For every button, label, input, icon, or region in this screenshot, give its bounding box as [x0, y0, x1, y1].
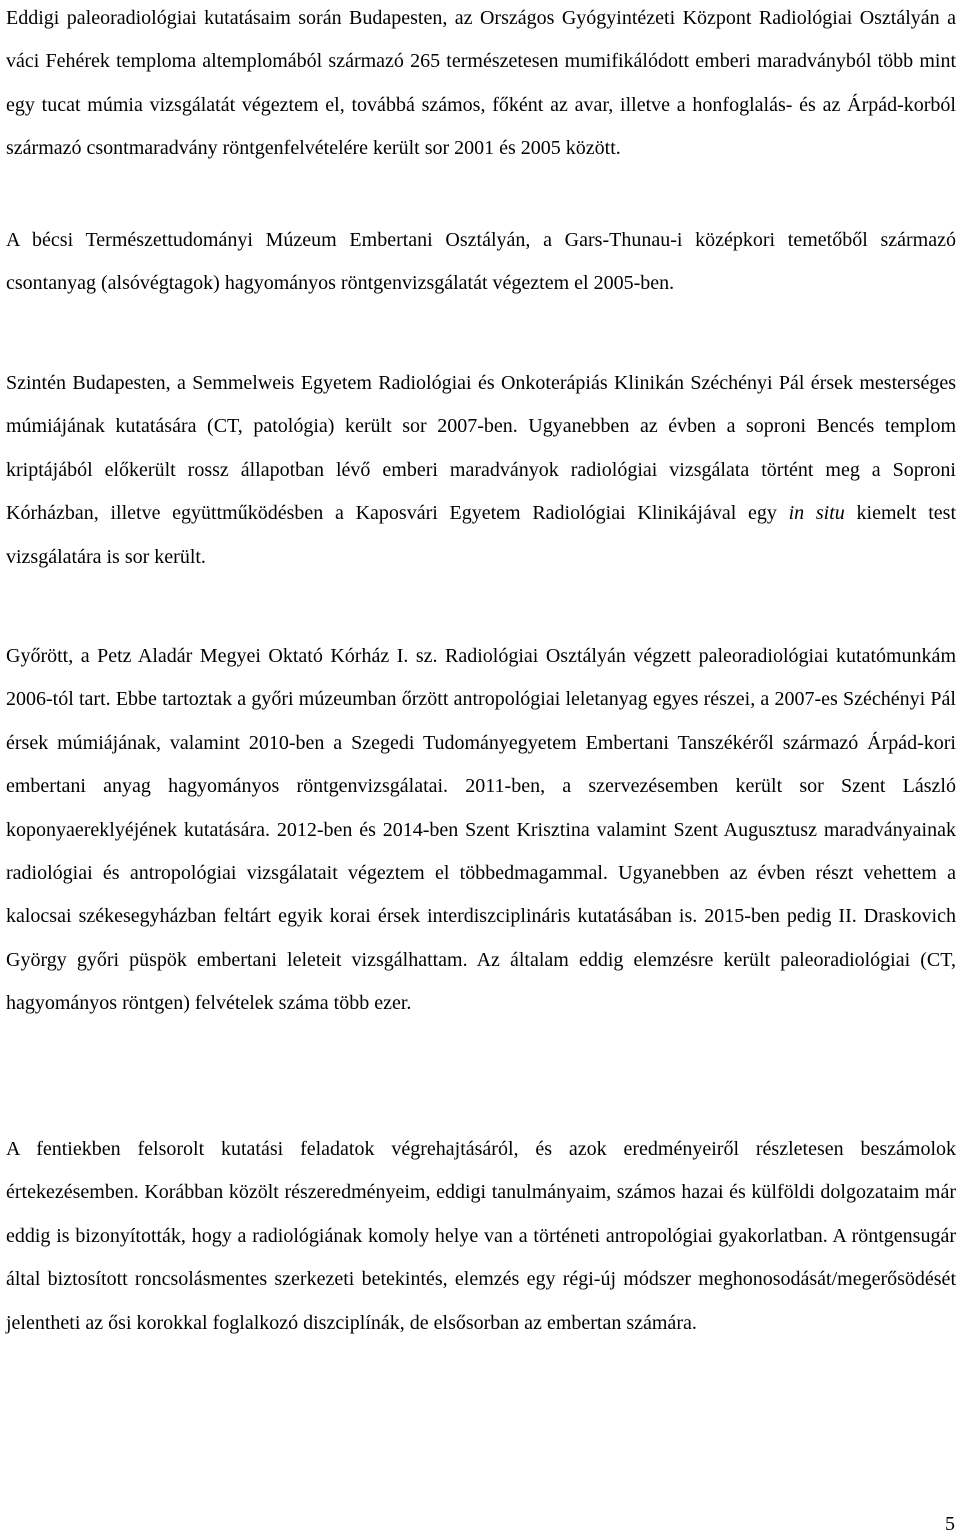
paragraph-semmelweis-sopron	[6, 362, 956, 579]
paragraph-budapest-research: Eddigi paleoradiológiai kutatásaim során Budapesten, az Országos Gyógyintézeti Központ Radiológiai Osztályán a váci Fehérek temploma altemplomából származó 265 természetesen mumifikálódott emberi maradványból több mint egy tucat múmia vizsgálatát végeztem el, továbbá számos, főként az avar, illetve a honfoglalás- és az Árpád-korból származó csontmaradvány röntgenfelvételére került sor 2001 és 2005 között.	[6, 7, 956, 160]
paragraph-text-after: kiemelt test vizsgálatára is sor került.	[6, 502, 956, 568]
paragraph-text-before: Szintén Budapesten, a Semmelweis Egyetem Radiológiai és Onkoterápiás Klinikán Széchényi Pál érsek mesterséges múmiájának kutatására (CT, patológia) került sor 2007-ben. Ugyanebben az évben a soproni Bencés templom kriptájából előkerült rossz állapotban lévő emberi maradványok radiológiai vizsgálata történt meg a Soproni Kórházban, illetve együttműködésben a Kaposvári Egyetem Radiológiai Klinikájával egy	[6, 372, 956, 525]
paragraph-summary: A fentiekben felsorolt kutatási feladatok végrehajtásáról, és azok eredményeiről részletesen beszámolok értekezésemben. Korábban közölt részeredményeim, eddigi tanulmányaim, számos hazai és külföldi dolgozataim már eddig is bizonyították, hogy a radiológiának komoly helye van a történeti antropológiai gyakorlatban. A röntgensugár által biztosított roncsolásmentes szerkezeti betekintés, elemzés egy régi-új módszer meghonosodását/megerősödését jelentheti az ősi korokkal foglalkozó diszciplínák, de elsősorban az embertan számára.	[6, 1138, 956, 1334]
paragraph-vienna-research: A bécsi Természettudományi Múzeum Embertani Osztályán, a Gars-Thunau-i középkori temetőből származó csontanyag (alsóvégtagok) hagyományos röntgenvizsgálatát végeztem el 2005-ben.	[6, 229, 956, 295]
paragraph-gyor-research: Győrött, a Petz Aladár Megyei Oktató Kórház I. sz. Radiológiai Osztályán végzett paleoradiológiai kutatómunkám 2006-tól tart. Ebbe tartoztak a győri múzeumban őrzött antropológiai leletanyag egyes részei, a 2007-es Széchényi Pál érsek múmiájának, valamint 2010-ben a Szegedi Tudományegyetem Embertani Tanszékéről származó Árpád-kori embertani anyag hagyományos röntgenvizsgálatai. 2011-ben, a szervezésemben került sor Szent László koponyaereklyéjének kutatására. 2012-ben és 2014-ben Szent Krisztina valamint Szent Augusztusz maradványainak radiológiai és antropológiai vizsgálatait végeztem el többedmagammal. Ugyanebben az évben részt vehettem a kalocsai székesegyházban feltárt egyik korai érsek interdiszciplináris kutatásában is. 2015-ben pedig II. Draskovich György győri püspök embertani leleteit vizsgálhattam. Az általam eddig elemzésre került paleoradiológiai (CT, hagyományos röntgen) felvételek száma több ezer.	[6, 645, 956, 1015]
page-number: 5	[945, 1513, 955, 1535]
italic-term: in situ	[788, 502, 845, 525]
